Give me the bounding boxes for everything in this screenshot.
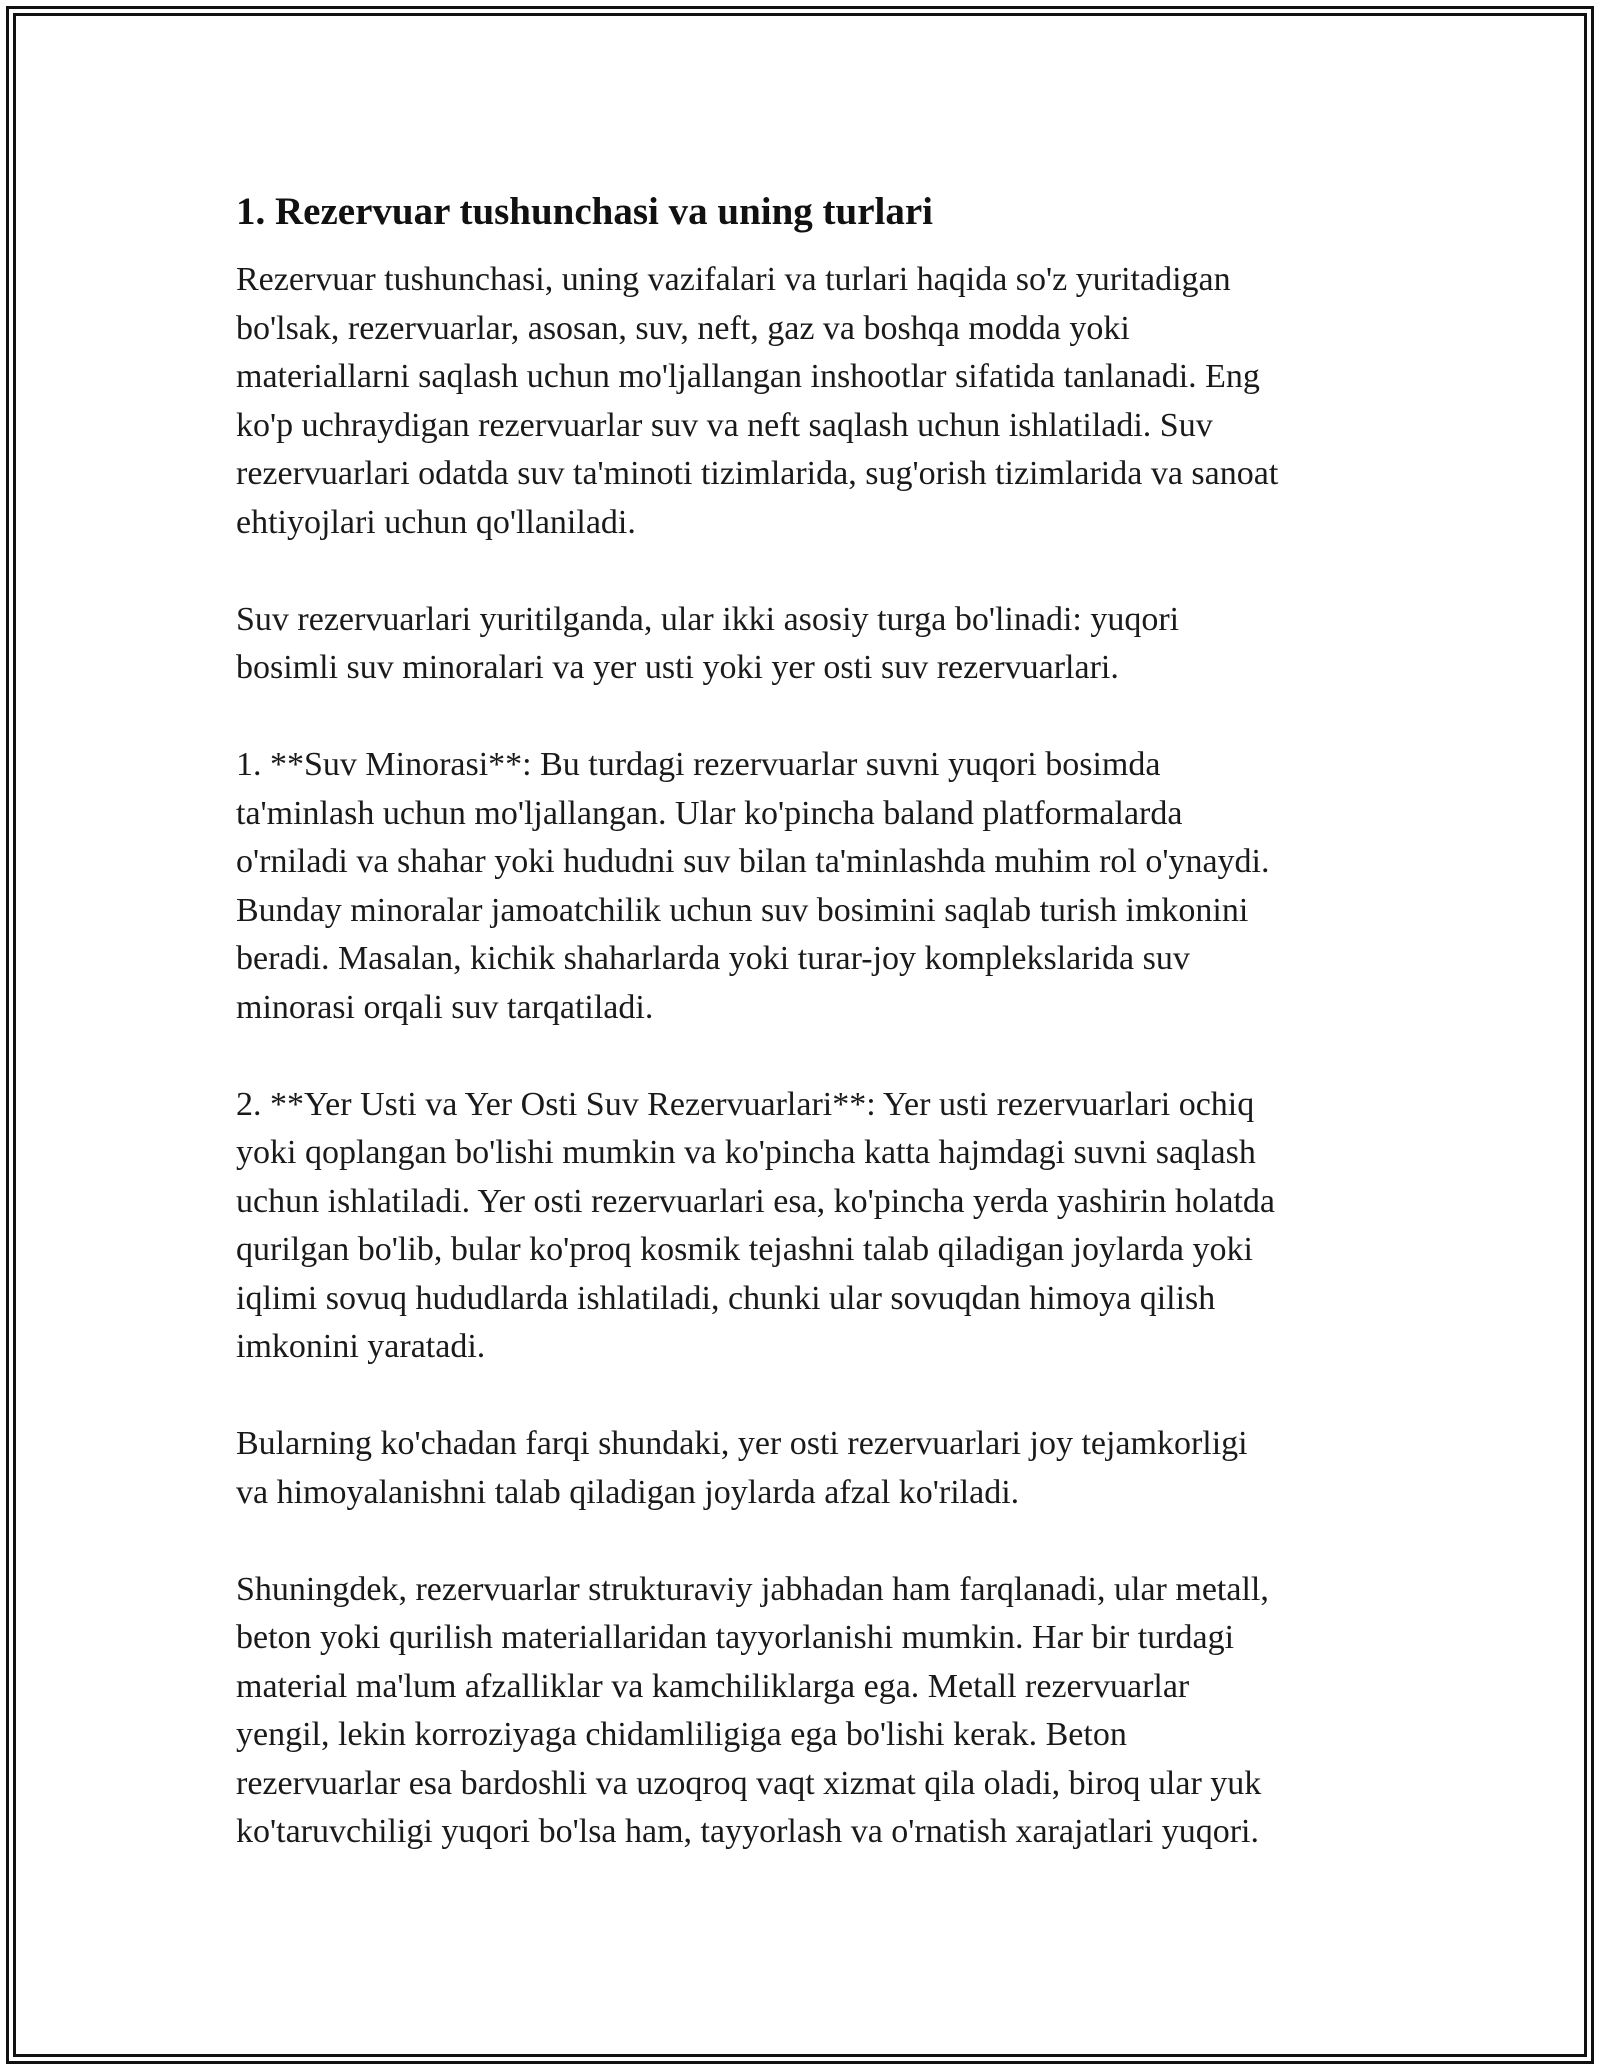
- paragraph-types: [236, 596, 1366, 693]
- section-heading: 1. Rezervuar tushunchasi va uning turlari: [236, 190, 934, 233]
- text-line: Rezervuar tushunchasi, uning vazifalari va turlari haqida so'z yuritadigan: [236, 261, 1231, 298]
- text-line: material ma'lum afzalliklar va kamchiliklarga ega. Metall rezervuarlar: [236, 1667, 1190, 1705]
- text-line: yengil, lekin korroziyaga chidamliligiga ega bo'lishi kerak. Beton: [236, 1716, 1127, 1753]
- text-line: 1. **Suv Minorasi**: Bu turdagi rezervuarlar suvni yuqori bosimda: [236, 746, 1161, 783]
- text-line: ko'taruvchiligi yuqori bo'lsa ham, tayyorlash va o'rnatish xarajatlari yuqori.: [236, 1813, 1260, 1850]
- text-line: bosimli suv minoralari va yer usti yoki yer osti suv rezervuarlari.: [236, 649, 1119, 686]
- text-line: ehtiyojlari uchun qo'llaniladi.: [236, 503, 636, 541]
- paragraph-intro: [236, 256, 1366, 547]
- text-line: va himoyalanishni talab qiladigan joylarda afzal ko'riladi.: [236, 1473, 1020, 1511]
- text-line: Bunday minoralar jamoatchilik uchun suv bosimini saqlab turish imkonini: [236, 891, 1249, 929]
- text-line: uchun ishlatiladi. Yer osti rezervuarlari esa, ko'pincha yerda yashirin holatda: [236, 1182, 1276, 1220]
- paragraph-materials: [236, 1566, 1366, 1857]
- text-line: iqlimi sovuq hududlarda ishlatiladi, chunki ular sovuqdan himoya qilish: [236, 1279, 1216, 1317]
- text-line: Bularning ko'chadan farqi shundaki, yer osti rezervuarlari joy tejamkorligi: [236, 1425, 1248, 1462]
- text-line: minorasi orqali suv tarqatiladi.: [236, 988, 654, 1026]
- document-body: [236, 186, 1366, 1905]
- paragraph-difference: [236, 1420, 1366, 1517]
- paragraph-water-tower: [236, 741, 1366, 1032]
- text-line: rezervuarlar esa bardoshli va uzoqroq vaqt xizmat qila oladi, biroq ular yuk: [236, 1764, 1262, 1802]
- text-line: Suv rezervuarlari yuritilganda, ular ikki asosiy turga bo'linadi: yuqori: [236, 600, 1180, 638]
- text-line: materiallarni saqlash uchun mo'ljallangan inshootlar sifatida tanlanadi. Eng: [236, 358, 1260, 395]
- text-line: bo'lsak, rezervuarlar, asosan, suv, neft, gaz va boshqa modda yoki: [236, 309, 1130, 347]
- text-line: beradi. Masalan, kichik shaharlarda yoki turar-joy komplekslarida suv: [236, 940, 1190, 977]
- text-line: imkonini yaratadi.: [236, 1328, 486, 1365]
- text-line: 2. **Yer Usti va Yer Osti Suv Rezervuarlari**: Yer usti rezervuarlari ochiq: [236, 1085, 1255, 1123]
- text-line: ta'minlash uchun mo'ljallangan. Ular ko'pincha baland platformalarda: [236, 794, 1183, 832]
- text-line: yoki qoplangan bo'lishi mumkin va ko'pincha katta hajmdagi suvni saqlash: [236, 1134, 1256, 1171]
- text-line: ko'p uchraydigan rezervuarlar suv va neft saqlash uchun ishlatiladi. Suv: [236, 406, 1213, 444]
- text-line: o'rniladi va shahar yoki hududni suv bilan ta'minlashda muhim rol o'ynaydi.: [236, 843, 1270, 880]
- text-line: qurilgan bo'lib, bular ko'proq kosmik tejashni talab qiladigan joylarda yoki: [236, 1231, 1253, 1268]
- text-line: rezervuarlari odatda suv ta'minoti tizimlarida, sug'orish tizimlarida va sanoat: [236, 455, 1279, 492]
- paragraph-surface-underground: [236, 1081, 1366, 1372]
- text-line: Shuningdek, rezervuarlar strukturaviy jabhadan ham farqlanadi, ular metall,: [236, 1570, 1269, 1608]
- text-line: beton yoki qurilish materiallaridan tayyorlanishi mumkin. Har bir turdagi: [236, 1619, 1235, 1656]
